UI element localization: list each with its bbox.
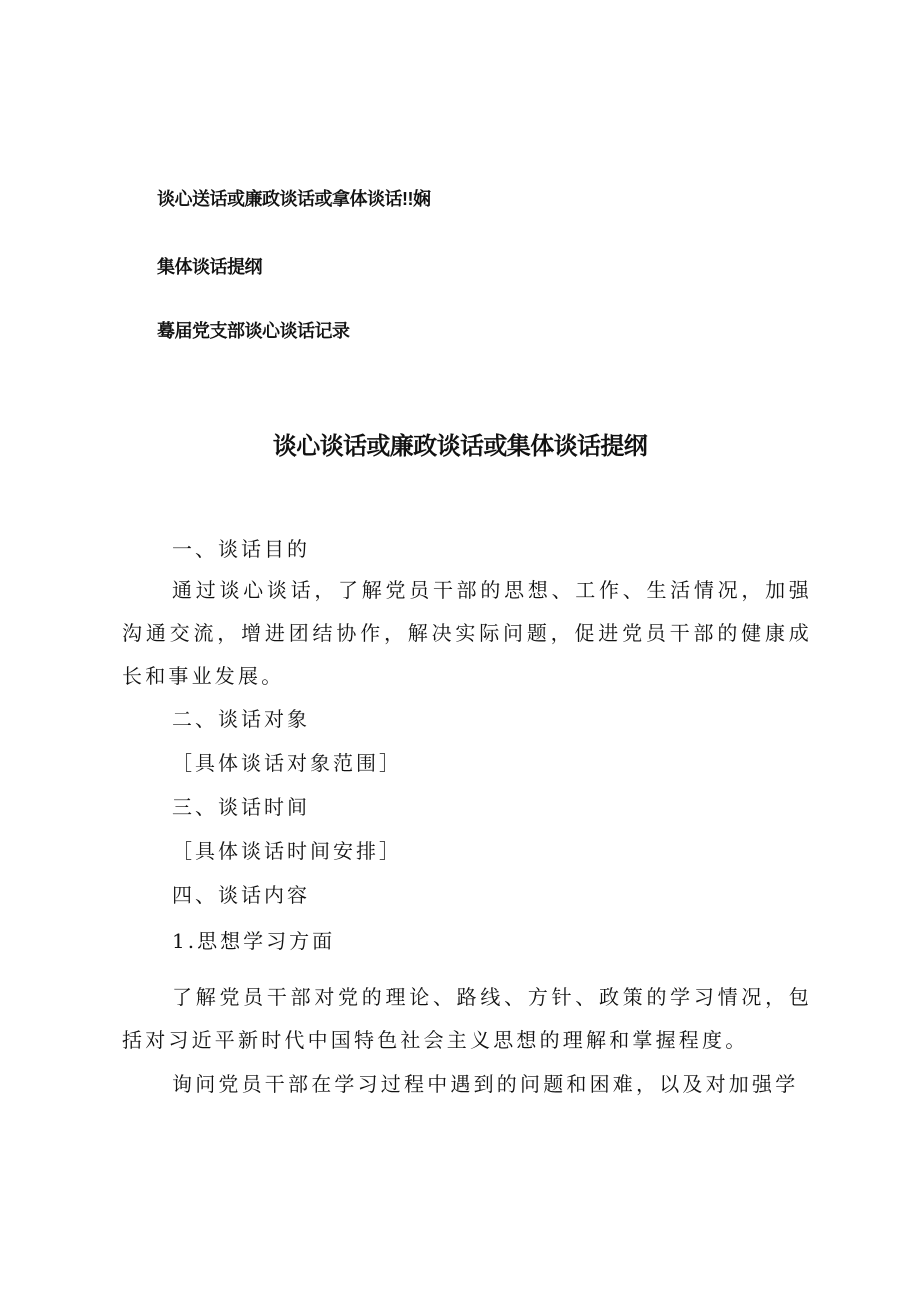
- paragraph-purpose: 通过谈心谈话，了解党员干部的思想、工作、生活情况，加强沟通交流，增进团结协作，解决实际问题，促进党员干部的健康成长和事业发展。: [122, 578, 812, 688]
- section-heading-targets: 二、谈话对象: [172, 707, 310, 731]
- placeholder-targets: ［具体谈话对象范围］: [172, 751, 402, 775]
- paragraph-study-2: 询问党员干部在学习过程中遇到的问题和困难，以及对加强学: [172, 1072, 799, 1096]
- section-heading-content: 四、谈话内容: [172, 883, 310, 907]
- subsection-heading-study: 1.思想学习方面: [172, 929, 336, 953]
- section-heading-time: 三、谈话时间: [172, 795, 310, 819]
- toc-item[interactable]: 集体谈话提纲: [157, 257, 262, 277]
- section-heading-purpose: 一、谈话目的: [172, 537, 310, 561]
- document-title: 谈心谈话或廉政谈话或集体谈话提纲: [272, 433, 648, 460]
- placeholder-time: ［具体谈话时间安排］: [172, 839, 402, 863]
- paragraph-study-1: 了解党员干部对党的理论、路线、方针、政策的学习情况，包括对习近平新时代中国特色社会主义思想的理解和掌握程度。: [122, 985, 812, 1052]
- toc-item[interactable]: 谈心送话或廉政谈话或拿体谈话!!娴: [157, 189, 431, 209]
- toc-item[interactable]: 蓦届党支部谈心谈话记录: [157, 321, 350, 341]
